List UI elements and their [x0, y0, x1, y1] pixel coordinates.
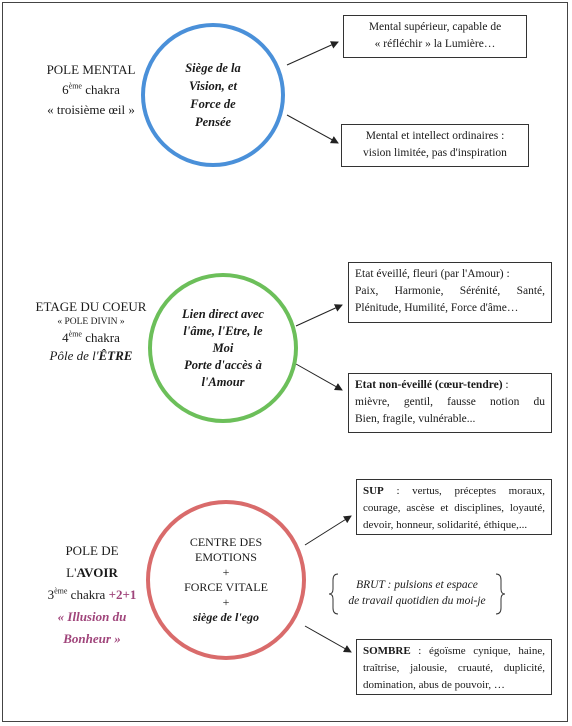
arrow-coeur-down	[296, 364, 342, 390]
coeur-label	[20, 298, 162, 366]
coeur-unawake-box: Etat non-éveillé (cœur-tendre) : mièvre, gentil, fausse notion du Bien, fragile, vulnérable...	[348, 373, 552, 433]
avoir-circle-text: CENTRE DES EMOTIONS + FORCE VITALE + siège de l'ego	[184, 535, 268, 624]
mental-ordinary-box: Mental et intellect ordinaires : vision limitée, pas d'inspiration	[341, 124, 529, 167]
coeur-awake-box: Etat éveillé, fleuri (par l'Amour) : Paix, Harmonie, Sérénité, Santé, Plénitude, Humilité, Force d'âme…	[348, 262, 552, 323]
brace-left	[329, 574, 338, 614]
arrow-mental-down	[287, 115, 338, 143]
avoir-brut-text: BRUT : pulsions et espace de travail quotidien du moi-je	[348, 579, 486, 607]
avoir-sup-box: SUP : vertus, préceptes moraux, courage, ascèse et disciplines, loyauté, devoir, honneur, solidarité, éthique,...	[356, 479, 552, 535]
avoir-illusion-2: Bonheur »	[63, 631, 121, 646]
avoir-chakra: 3ème chakra +2+1	[47, 586, 137, 602]
arrow-avoir-down	[305, 626, 351, 652]
mental-circle	[141, 23, 285, 167]
coeur-pole: Pôle de l'ÊTRE	[49, 348, 133, 363]
coeur-circle-text: Lien direct avec l'âme, l'Etre, le Moi Porte d'accès à l'Amour	[182, 306, 264, 389]
arrow-coeur-up	[296, 305, 342, 326]
mental-chakra: 6ème chakra	[62, 81, 120, 97]
mental-superior-box: Mental supérieur, capable de « réfléchir » la Lumière…	[343, 15, 527, 58]
avoir-illusion-1: « Illusion du	[57, 609, 127, 624]
mental-eye: « troisième œil »	[47, 102, 135, 117]
avoir-label	[22, 540, 162, 650]
mental-pole-title: POLE MENTAL	[46, 62, 136, 77]
avoir-sombre-box: SOMBRE : égoïsme cynique, haine, traîtrise, jalousie, cruauté, duplicité, domination, abus de pouvoir, …	[356, 639, 552, 695]
avoir-circle	[146, 500, 306, 660]
coeur-chakra: 4ème chakra	[62, 329, 120, 345]
coeur-title: ETAGE DU COEUR	[35, 299, 147, 314]
mental-circle-text: Siège de la Vision, et Force de Pensée	[185, 61, 241, 129]
arrow-mental-up	[287, 42, 338, 65]
coeur-subtitle: « POLE DIVIN »	[57, 317, 125, 327]
brace-right	[496, 574, 505, 614]
avoir-title2: L'AVOIR	[66, 565, 118, 580]
arrow-avoir-up	[305, 516, 351, 545]
mental-pole-label	[22, 60, 160, 120]
coeur-circle	[148, 273, 298, 423]
avoir-title1: POLE DE	[65, 543, 119, 558]
